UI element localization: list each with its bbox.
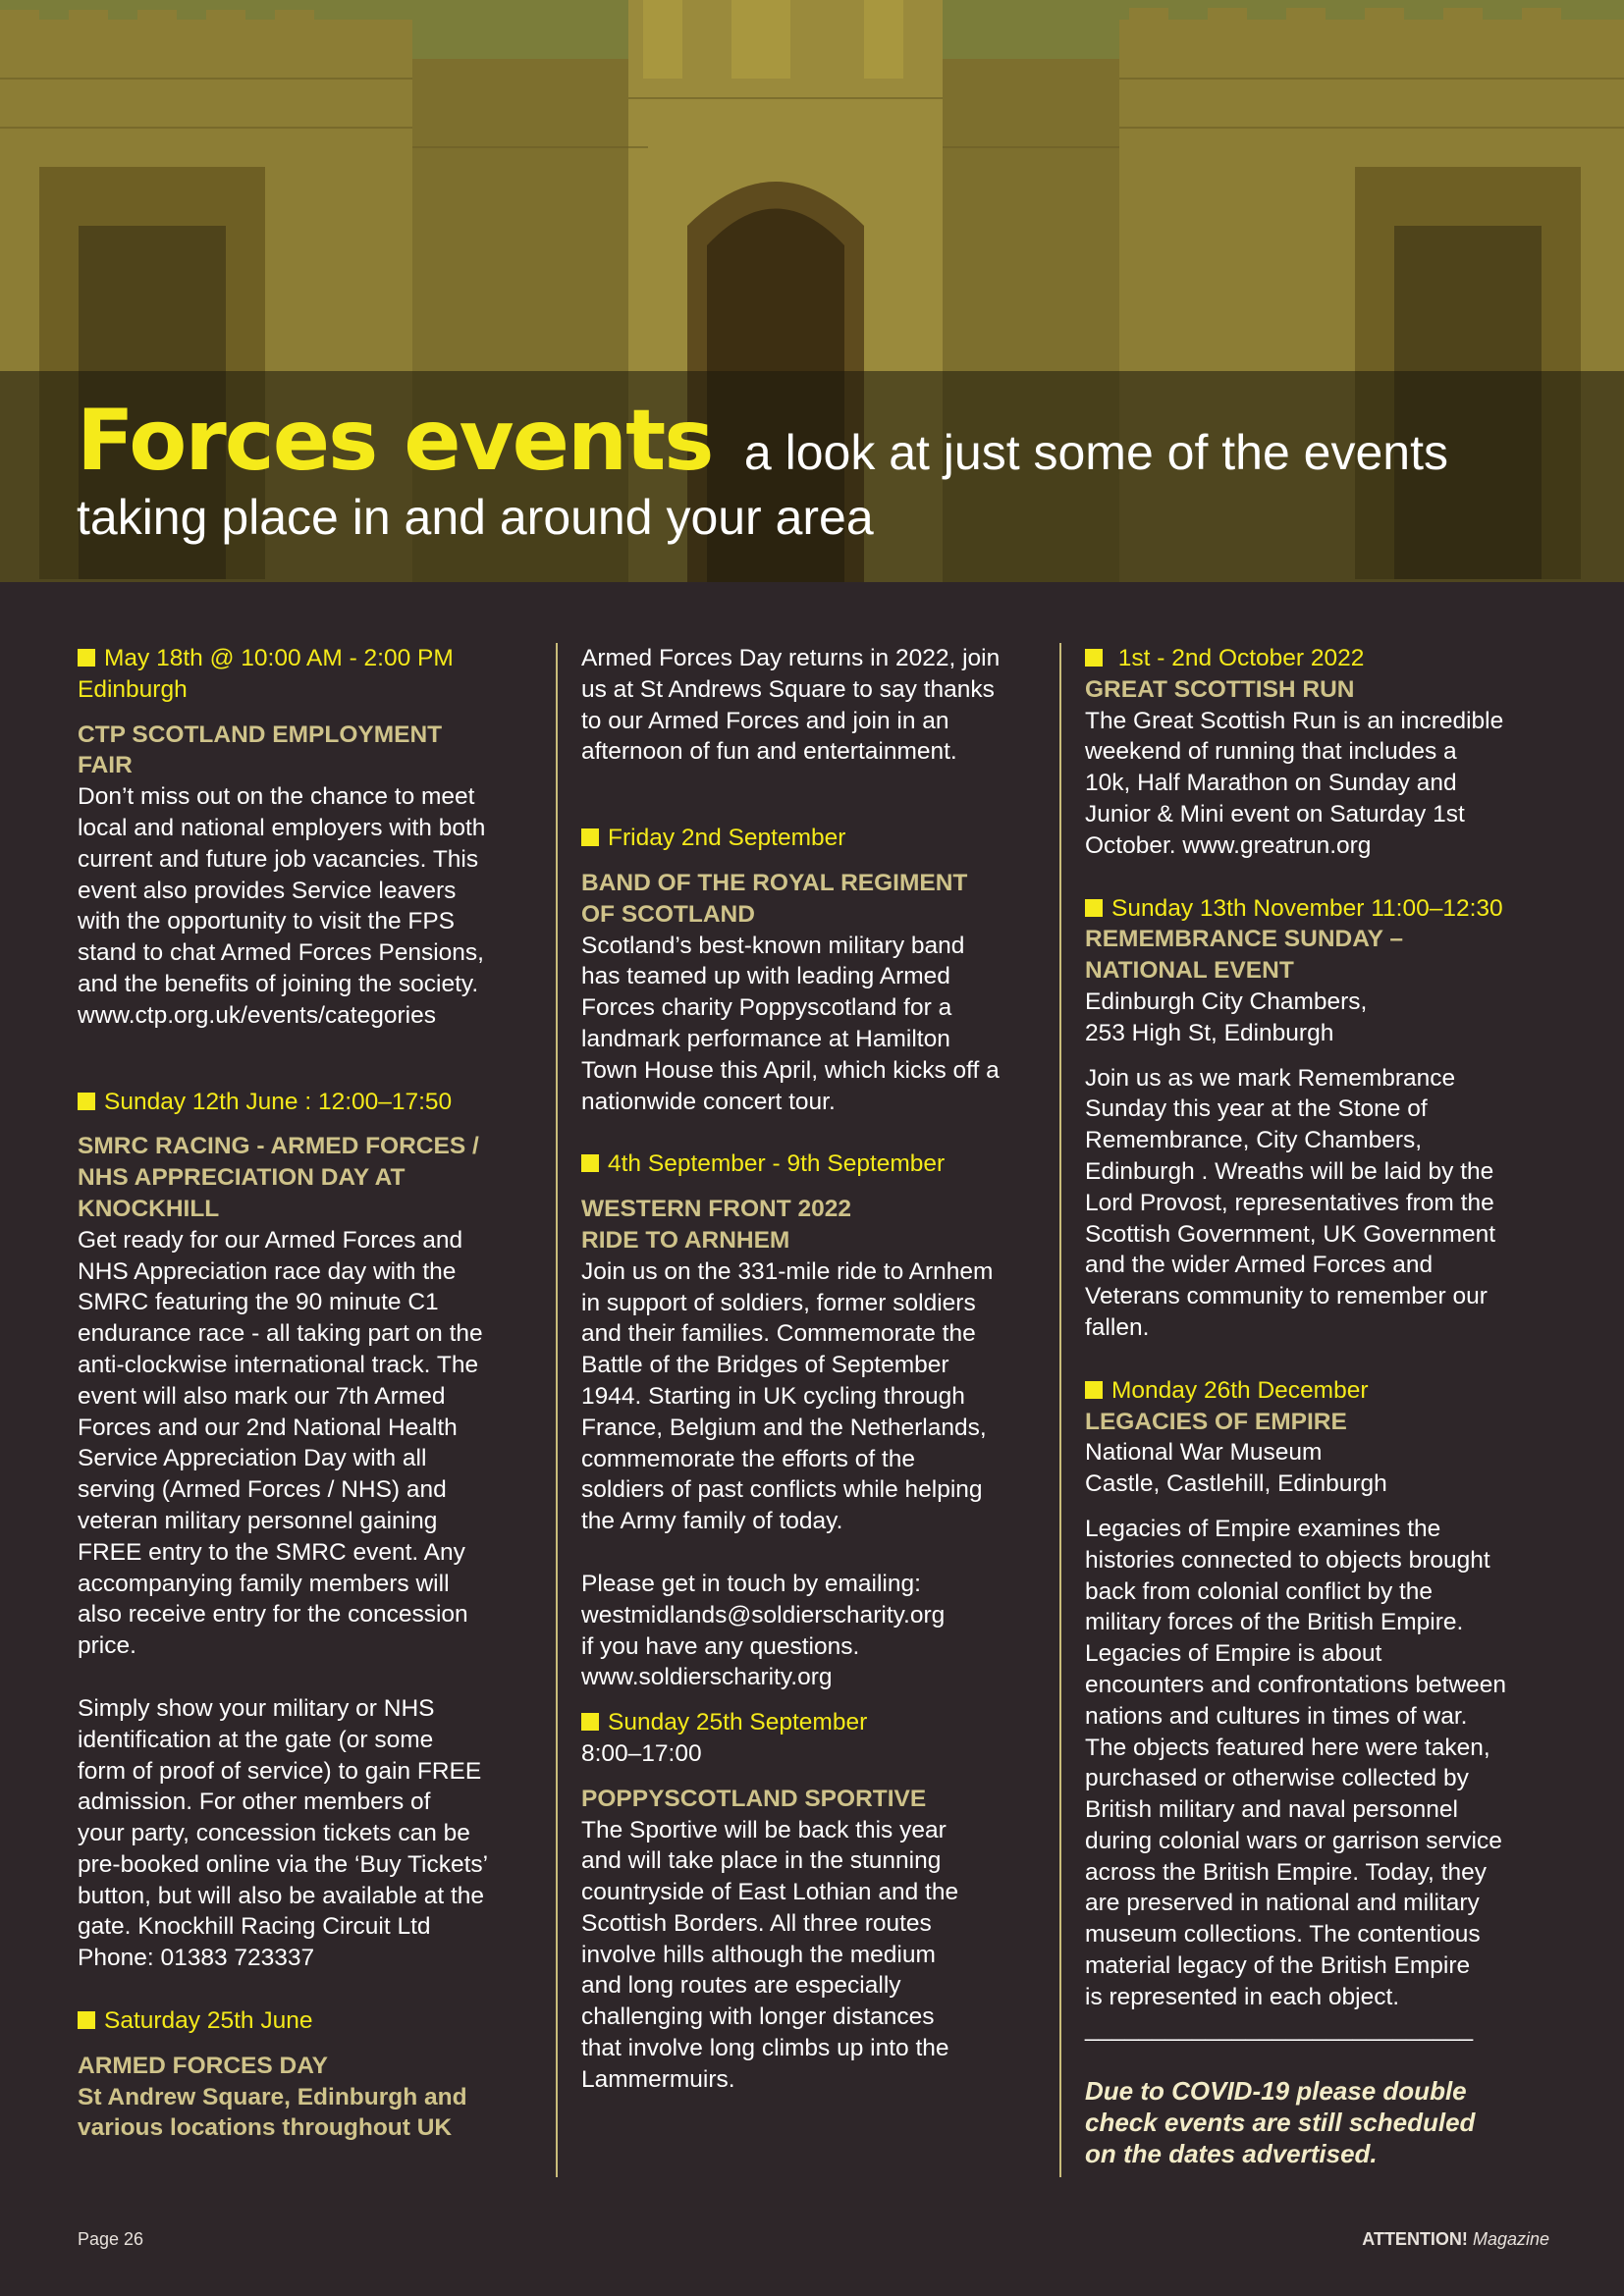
event-title: WESTERN FRONT 2022 RIDE TO ARNHEM (581, 1196, 851, 1254)
event-body: Armed Forces Day returns in 2022, join us at St Andrews Square to say thanks to our Armed Forces and join in an afternoon of fun and entertainment. (581, 645, 1001, 766)
title-main: Forces events (77, 392, 713, 490)
event-title: LEGACIES OF EMPIRE (1085, 1408, 1347, 1435)
event-date: Friday 2nd September (581, 823, 1043, 854)
event-date: 4th September - 9th September (581, 1148, 1043, 1180)
bullet-square-icon (581, 1154, 599, 1172)
event-date: Sunday 13th November 11:00–12:30 (1085, 893, 1556, 925)
event-title: CTP SCOTLAND EMPLOYMENT FAIR (78, 721, 443, 779)
title-sub-2: taking place in and around your area (77, 489, 874, 545)
column-3 (1085, 643, 1556, 2169)
event-body: Scotland’s best-known military band has teamed up with leading Armed Forces charity Poppyscotland for a landmark performance at Hamilton Town House this April, which kicks off a nationwide concert tour. (581, 932, 1000, 1115)
bullet-square-icon (78, 649, 95, 667)
column-1 (78, 643, 539, 2144)
event-date: Sunday 25th September (581, 1707, 1043, 1738)
event-body: Get ready for our Armed Forces and NHS Appreciation race day with the SMRC featuring the 90 minute C1 endurance race - all taking part on the anti-clockwise international track. The event will also mark our 7th Armed Forces and our 2nd National Health Service Appreciation Day with all serving (Armed Forces / NHS) and veteran military personnel gaining FREE entry to the SMRC event. Any accompanying family members will also receive entry for the concession price. (78, 1226, 483, 1660)
bullet-square-icon (78, 2011, 95, 2029)
event-body: Join us on the 331-mile ride to Arnhem in support of soldiers, former soldiers and their families. Commemorate the Battle of the Bridges of September 1944. Starting in UK cycling through France, Belgium and the Netherlands, commemorate the efforts of the soldiers of past conflicts while helping the Army family of today. (581, 1257, 994, 1535)
title-sub-1: a look at just some of the events (743, 425, 1448, 480)
event-date: 1st - 2nd October 2022 (1085, 643, 1556, 674)
column-2 (581, 643, 1043, 2096)
covid-note: Due to COVID-19 please double check events are still scheduled on the dates advertised. (1085, 2076, 1476, 2169)
event-body: The Sportive will be back this year and will take place in the stunning countryside of East Lothian and the Scottish Borders. All three routes involve hills although the medium and long routes are especially challenging with longer distances that involve long climbs up into the Lammermuirs. (581, 1816, 959, 2093)
bullet-square-icon (581, 1713, 599, 1731)
event-time: 8:00–17:00 (581, 1739, 702, 1767)
event-title: ARMED FORCES DAY St Andrew Square, Edinburgh and various locations throughout UK (78, 2052, 467, 2142)
magazine-brand: ATTENTION! Magazine (1362, 2229, 1549, 2249)
event-date: May 18th @ 10:00 AM - 2:00 PM Edinburgh (78, 645, 454, 703)
event-date: Saturday 25th June (78, 2005, 539, 2037)
event-location: National War Museum Castle, Castlehill, Edinburgh (1085, 1439, 1387, 1498)
event-title: POPPYSCOTLAND SPORTIVE (581, 1785, 927, 1812)
event-body: The Great Scottish Run is an incredible weekend of running that includes a 10k, Half Marathon on Sunday and Junior & Mini event on Saturday 1st October. www.greatrun.org (1085, 707, 1504, 859)
bullet-square-icon (78, 1093, 95, 1110)
event-title: SMRC RACING - ARMED FORCES / NHS APPRECIATION DAY AT KNOCKHILL (78, 1133, 479, 1222)
column-divider-2 (1059, 643, 1061, 2177)
separator-rule: _____________________________ (1085, 2014, 1474, 2042)
page-number: Page 26 (78, 2229, 144, 2249)
event-location: Edinburgh City Chambers, 253 High St, Edinburgh (1085, 988, 1368, 1046)
event-title: BAND OF THE ROYAL REGIMENT OF SCOTLAND (581, 869, 968, 928)
bullet-square-icon (581, 828, 599, 846)
event-date: Monday 26th December (1085, 1375, 1556, 1407)
event-title: REMEMBRANCE SUNDAY – NATIONAL EVENT (1085, 926, 1404, 985)
event-body: Join us as we mark Remembrance Sunday this year at the Stone of Remembrance, City Chambers, Edinburgh . Wreaths will be laid by the Lord Provost, representatives from the Scottish Government, UK Government and the wider Armed Forces and Veterans community to remember our fallen. (1085, 1064, 1496, 1341)
bullet-square-icon (1085, 1381, 1103, 1399)
event-title: GREAT SCOTTISH RUN (1085, 675, 1355, 703)
hero-banner (0, 0, 1624, 582)
event-date: Sunday 12th June : 12:00–17:50 (78, 1087, 539, 1118)
column-divider-1 (556, 643, 558, 2177)
bullet-square-icon (1085, 899, 1103, 917)
event-body: Legacies of Empire examines the histories connected to objects brought back from colonial conflict by the military forces of the British Empire. Legacies of Empire is about encounters and confrontations between nations and cultures in times of war. The objects featured here were taken, purchased or otherwise collected by British military and naval personnel during colonial wars or garrison service across the British Empire. Today, they are preserved in national and military museum collections. The contentious material legacy of the British Empire is represented in each object. (1085, 1515, 1507, 2010)
page-title (77, 393, 1589, 546)
event-body: Please get in touch by emailing: westmidlands@soldierscharity.org if you have any questions. www.soldierscharity.org (581, 1570, 946, 1691)
bullet-square-icon (1085, 649, 1103, 667)
event-body: Don’t miss out on the chance to meet local and national employers with both current and future job vacancies. This event also provides Service leavers with the opportunity to visit the FPS stand to chat Armed Forces Pensions, and the benefits of joining the society. www.ctp.org.uk/events/categories (78, 783, 486, 1029)
event-body: Simply show your military or NHS identification at the gate (or some form of proof of service) to gain FREE admission. For other members of your party, concession tickets can be pre-booked online via the ‘Buy Tickets’ button, but will also be available at the gate. Knockhill Racing Circuit Ltd Phone: 01383 723337 (78, 1694, 489, 1972)
